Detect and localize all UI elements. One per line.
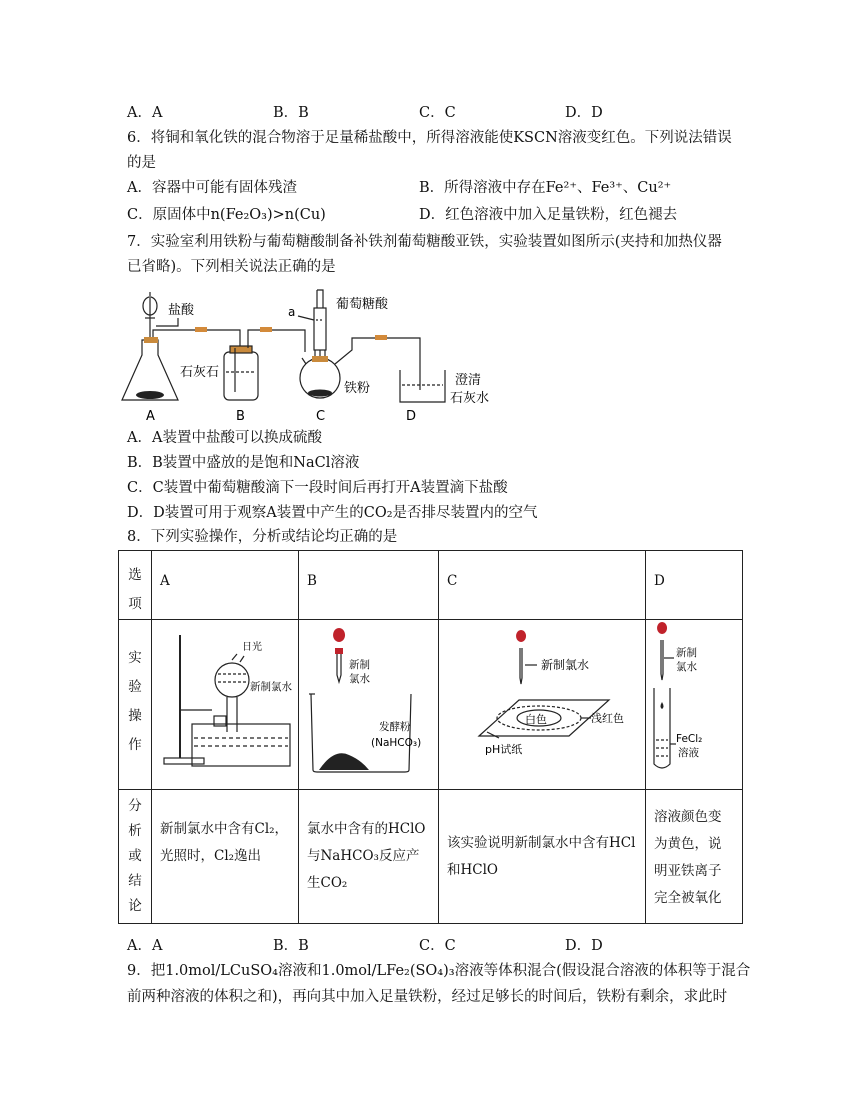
bottle-b <box>224 352 258 400</box>
q7-option-c: C．C装置中葡萄糖酸滴下一段时间后再打开A装置滴下盐酸 <box>127 480 508 496</box>
fig-a-cell <box>152 620 299 790</box>
fig-a-apparatus <box>152 620 298 785</box>
beaker-b <box>311 694 411 772</box>
label-C: C <box>316 409 326 424</box>
q7-option-a: A．A装置中盐酸可以换成硫酸 <box>127 430 322 446</box>
fig-d-water2: 氯水 <box>676 661 697 673</box>
col-b-header: B <box>299 551 439 620</box>
fig-d-cell <box>646 620 743 790</box>
table-row-conclusion <box>119 790 743 924</box>
q8-option-d: D．D <box>565 938 603 954</box>
beaker-d <box>400 370 445 402</box>
q5-option-b: B．B <box>273 105 309 121</box>
conclusion-d: 溶液颜色变为黄色，说明亚铁离子完全被氧化 <box>646 790 743 924</box>
fig-a-sun: 日光 <box>242 642 262 653</box>
q6-option-a: A．容器中可能有固体残渣 <box>127 180 297 196</box>
label-lime1: 澄清 <box>455 373 482 388</box>
fig-c-white: 白色 <box>525 713 547 726</box>
fig-b-apparatus <box>299 620 439 785</box>
label-gluconic: 葡萄糖酸 <box>336 297 389 312</box>
label-a: a <box>288 305 296 319</box>
conclusion-b: 氯水中含有的HClO与NaHCO₃反应产生CO₂ <box>299 790 439 924</box>
baking-powder <box>319 753 369 770</box>
flask-a-round <box>215 663 249 697</box>
q6-option-d: D．红色溶液中加入足量铁粉，红色褪去 <box>419 207 678 223</box>
q5-option-a: A．A <box>127 105 163 121</box>
q8-table <box>118 550 743 924</box>
label-B: B <box>236 409 245 424</box>
dropping-funnel-c <box>314 308 326 350</box>
conclusion-a: 新制氯水中含有Cl₂，光照时，Cl₂逸出 <box>152 790 299 924</box>
table-row-operation <box>119 620 743 790</box>
col-c-header: C <box>439 551 646 620</box>
q6-stem-line1: 6．将铜和氧化铁的混合物溶于足量稀盐酸中，所得溶液能使KSCN溶液变红色。下列说法错误 <box>127 130 732 146</box>
label-iron: 铁粉 <box>344 381 371 396</box>
label-hcl: 盐酸 <box>168 303 195 318</box>
fig-b-cell <box>299 620 439 790</box>
iron-powder <box>308 390 332 397</box>
limestone-solid <box>136 391 164 399</box>
col-d-header: D <box>646 551 743 620</box>
fig-d-apparatus <box>646 620 742 785</box>
label-lime2: 石灰水 <box>450 391 490 406</box>
fig-c-apparatus <box>439 620 645 785</box>
fig-b-powder1: 发酵粉 <box>379 721 411 733</box>
q7-stem-line1: 7．实验室利用铁粉与葡萄糖酸制备补铁剂葡萄糖酸亚铁，实验装置如图所示(夹持和加热仪器 <box>127 234 722 250</box>
fig-b-powder2: (NaHCO₃) <box>371 737 422 749</box>
col-a-header: A <box>152 551 299 620</box>
fig-d-water1: 新制 <box>676 647 697 659</box>
water-trough <box>192 724 290 766</box>
q5-option-d: D．D <box>565 105 603 121</box>
fig-c-paper: pH试纸 <box>485 743 523 756</box>
fig-d-sol2: 溶液 <box>678 747 699 759</box>
q8-option-b: B．B <box>273 938 309 954</box>
q8-option-c: C．C <box>419 938 456 954</box>
q6-stem-line2: 的是 <box>127 155 156 171</box>
label-D: D <box>406 409 417 424</box>
fig-c-pink: 浅红色 <box>591 712 624 725</box>
q9-line2: 前两种溶液的体积之和)，再向其中加入足量铁粉，经过足够长的时间后，铁粉有剩余，求此时 <box>127 989 728 1005</box>
fig-b-water2: 氯水 <box>349 673 370 685</box>
label-A: A <box>146 409 155 424</box>
header-label: 选 项 <box>119 551 152 620</box>
conclusion-label: 分 析 或 结 论 <box>119 790 152 924</box>
fig-d-sol1: FeCl₂ <box>676 733 703 745</box>
operation-label: 实 验 操 作 <box>119 620 152 790</box>
table-row-header <box>119 551 743 620</box>
q7-option-d: D．D装置可用于观察A装置中产生的CO₂是否排尽装置内的空气 <box>127 505 538 521</box>
fig-c-water: 新制氯水 <box>541 658 590 672</box>
q7-option-b: B．B装置中盛放的是饱和NaCl溶液 <box>127 455 360 471</box>
fig-b-water1: 新制 <box>349 659 370 671</box>
conclusion-c: 该实验说明新制氯水中含有HCl和HClO <box>439 790 646 924</box>
q9-line1: 9．把1.0mol/LCuSO₄溶液和1.0mol/LFe₂(SO₄)₃溶液等体积混合(假设混合溶液的体积等于混合 <box>127 963 751 979</box>
fig-c-cell <box>439 620 646 790</box>
q6-option-c: C．原固体中n(Fe₂O₃)>n(Cu) <box>127 207 326 223</box>
fig-a-water: 新制氯水 <box>250 681 292 693</box>
label-limestone: 石灰石 <box>180 365 220 380</box>
q7-apparatus-figure <box>120 280 500 425</box>
q8-stem: 8．下列实验操作，分析或结论均正确的是 <box>127 529 398 545</box>
q5-option-c: C．C <box>419 105 456 121</box>
q8-option-a: A．A <box>127 938 163 954</box>
q6-option-b: B．所得溶液中存在Fe²⁺、Fe³⁺、Cu²⁺ <box>419 180 672 196</box>
q7-stem-line2: 已省略)。下列相关说法正确的是 <box>127 259 336 275</box>
